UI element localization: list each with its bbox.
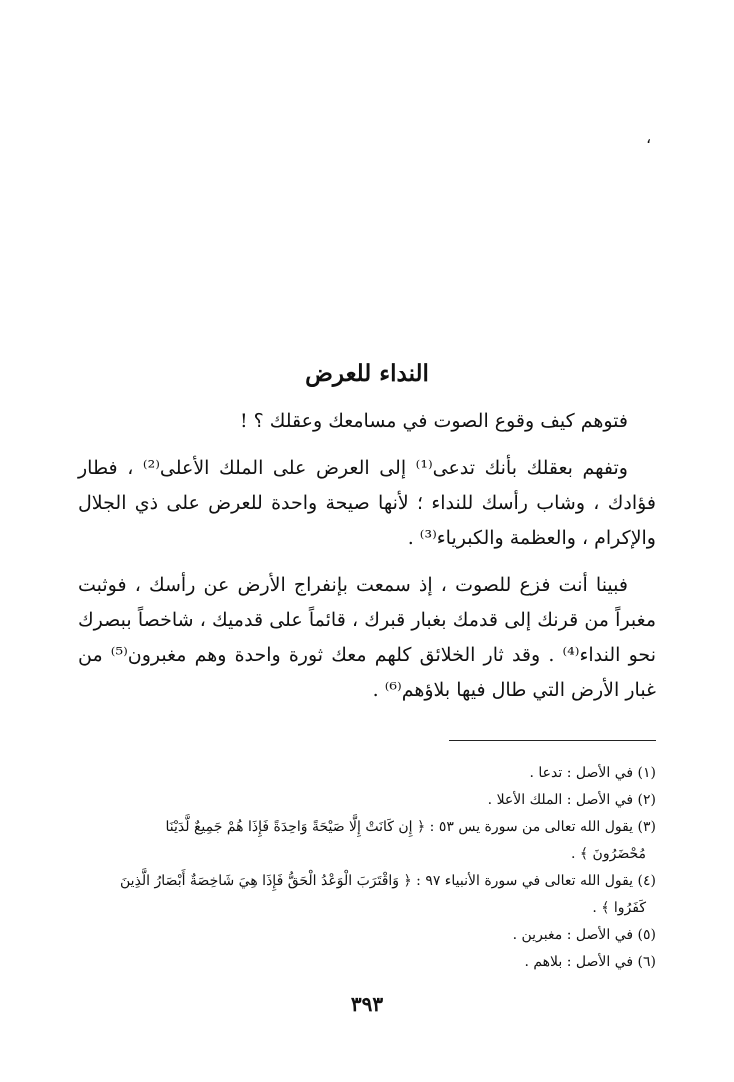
footnote-4-continuation — [78, 895, 656, 922]
footnote-3-continuation — [78, 841, 656, 868]
footnote-line: (٣) يقول الله تعالى من سورة يس ٥٣ : ﴿ إِن كَانَتْ إِلَّا صَيْحَةً وَاحِدَةً فَإِذَا هُمْ جَمِيعٌ لَّدَيْنَا — [165, 819, 656, 835]
footnote-line: مُحْضَرُونَ ﴾ . — [571, 846, 646, 862]
paragraph-line: مغبراً من قرنك إلى قدمك بغبار قبرك ، قائماً على قدميك ، شاخصاً ببصرك نحو — [78, 609, 656, 666]
footnote-line: (١) في الأصل : تدعا . — [529, 765, 656, 781]
paragraph-line: فبينا أنت فزع للصوت ، إذ سمعت بإنفراج الأرض عن رأسك ، فوثبت — [78, 574, 628, 596]
footnote-line: (٢) في الأصل : الملك الأعلا . — [487, 792, 656, 808]
paragraph-line: النداء⁽⁴⁾ . وقد ثار الخلائق كلهم معك ثورة واحدة وهم مغبرون⁽⁵⁾ من غبار — [78, 644, 656, 701]
paragraph-line: فؤادك ، وشاب رأسك للنداء ؛ لأنها صيحة واحدة للعرض على ذي الجلال — [78, 492, 656, 514]
paragraph-1 — [78, 404, 656, 439]
footnote-line: (٥) في الأصل : مغبرين . — [512, 927, 656, 943]
paragraph-line: الأرض التي طال فيها بلاؤهم⁽⁶⁾ . — [372, 679, 620, 701]
footnote-line: (٤) يقول الله تعالى في سورة الأنبياء ٩٧ : ﴿ وَاقْتَرَبَ الْوَعْدُ الْحَقُّ فَإِذَا هِيَ شَاخِصَةٌ أَبْصَارُ الَّذِينَ — [120, 873, 656, 889]
footnote-line: كَفَرُوا ﴾ . — [592, 900, 646, 916]
paragraph-3 — [78, 568, 656, 708]
body-text — [78, 404, 656, 708]
footnote-3 — [78, 814, 656, 841]
footnote-divider — [449, 740, 656, 741]
paragraph-line: والإكرام ، والعظمة والكبرياء⁽³⁾ . — [407, 527, 656, 549]
corner-mark: ، — [646, 128, 652, 147]
footnote-2 — [78, 787, 656, 814]
footnote-line: (٦) في الأصل : بلاهم . — [524, 954, 656, 970]
footnotes — [78, 760, 656, 976]
page-number: ٣٩٣ — [350, 992, 384, 1016]
section-title: النداء للعرض — [305, 360, 429, 387]
footnote-6 — [78, 949, 656, 976]
paragraph-line: فتوهم كيف وقوع الصوت في مسامعك وعقلك ؟ ! — [239, 410, 628, 432]
paragraph-line: وتفهم بعقلك بأنك تدعى⁽¹⁾ إلى العرض على الملك الأعلى⁽²⁾ ، فطار — [78, 457, 628, 479]
paragraph-2 — [78, 451, 656, 556]
footnote-1 — [78, 760, 656, 787]
footnote-4 — [78, 868, 656, 895]
footnote-5 — [78, 922, 656, 949]
